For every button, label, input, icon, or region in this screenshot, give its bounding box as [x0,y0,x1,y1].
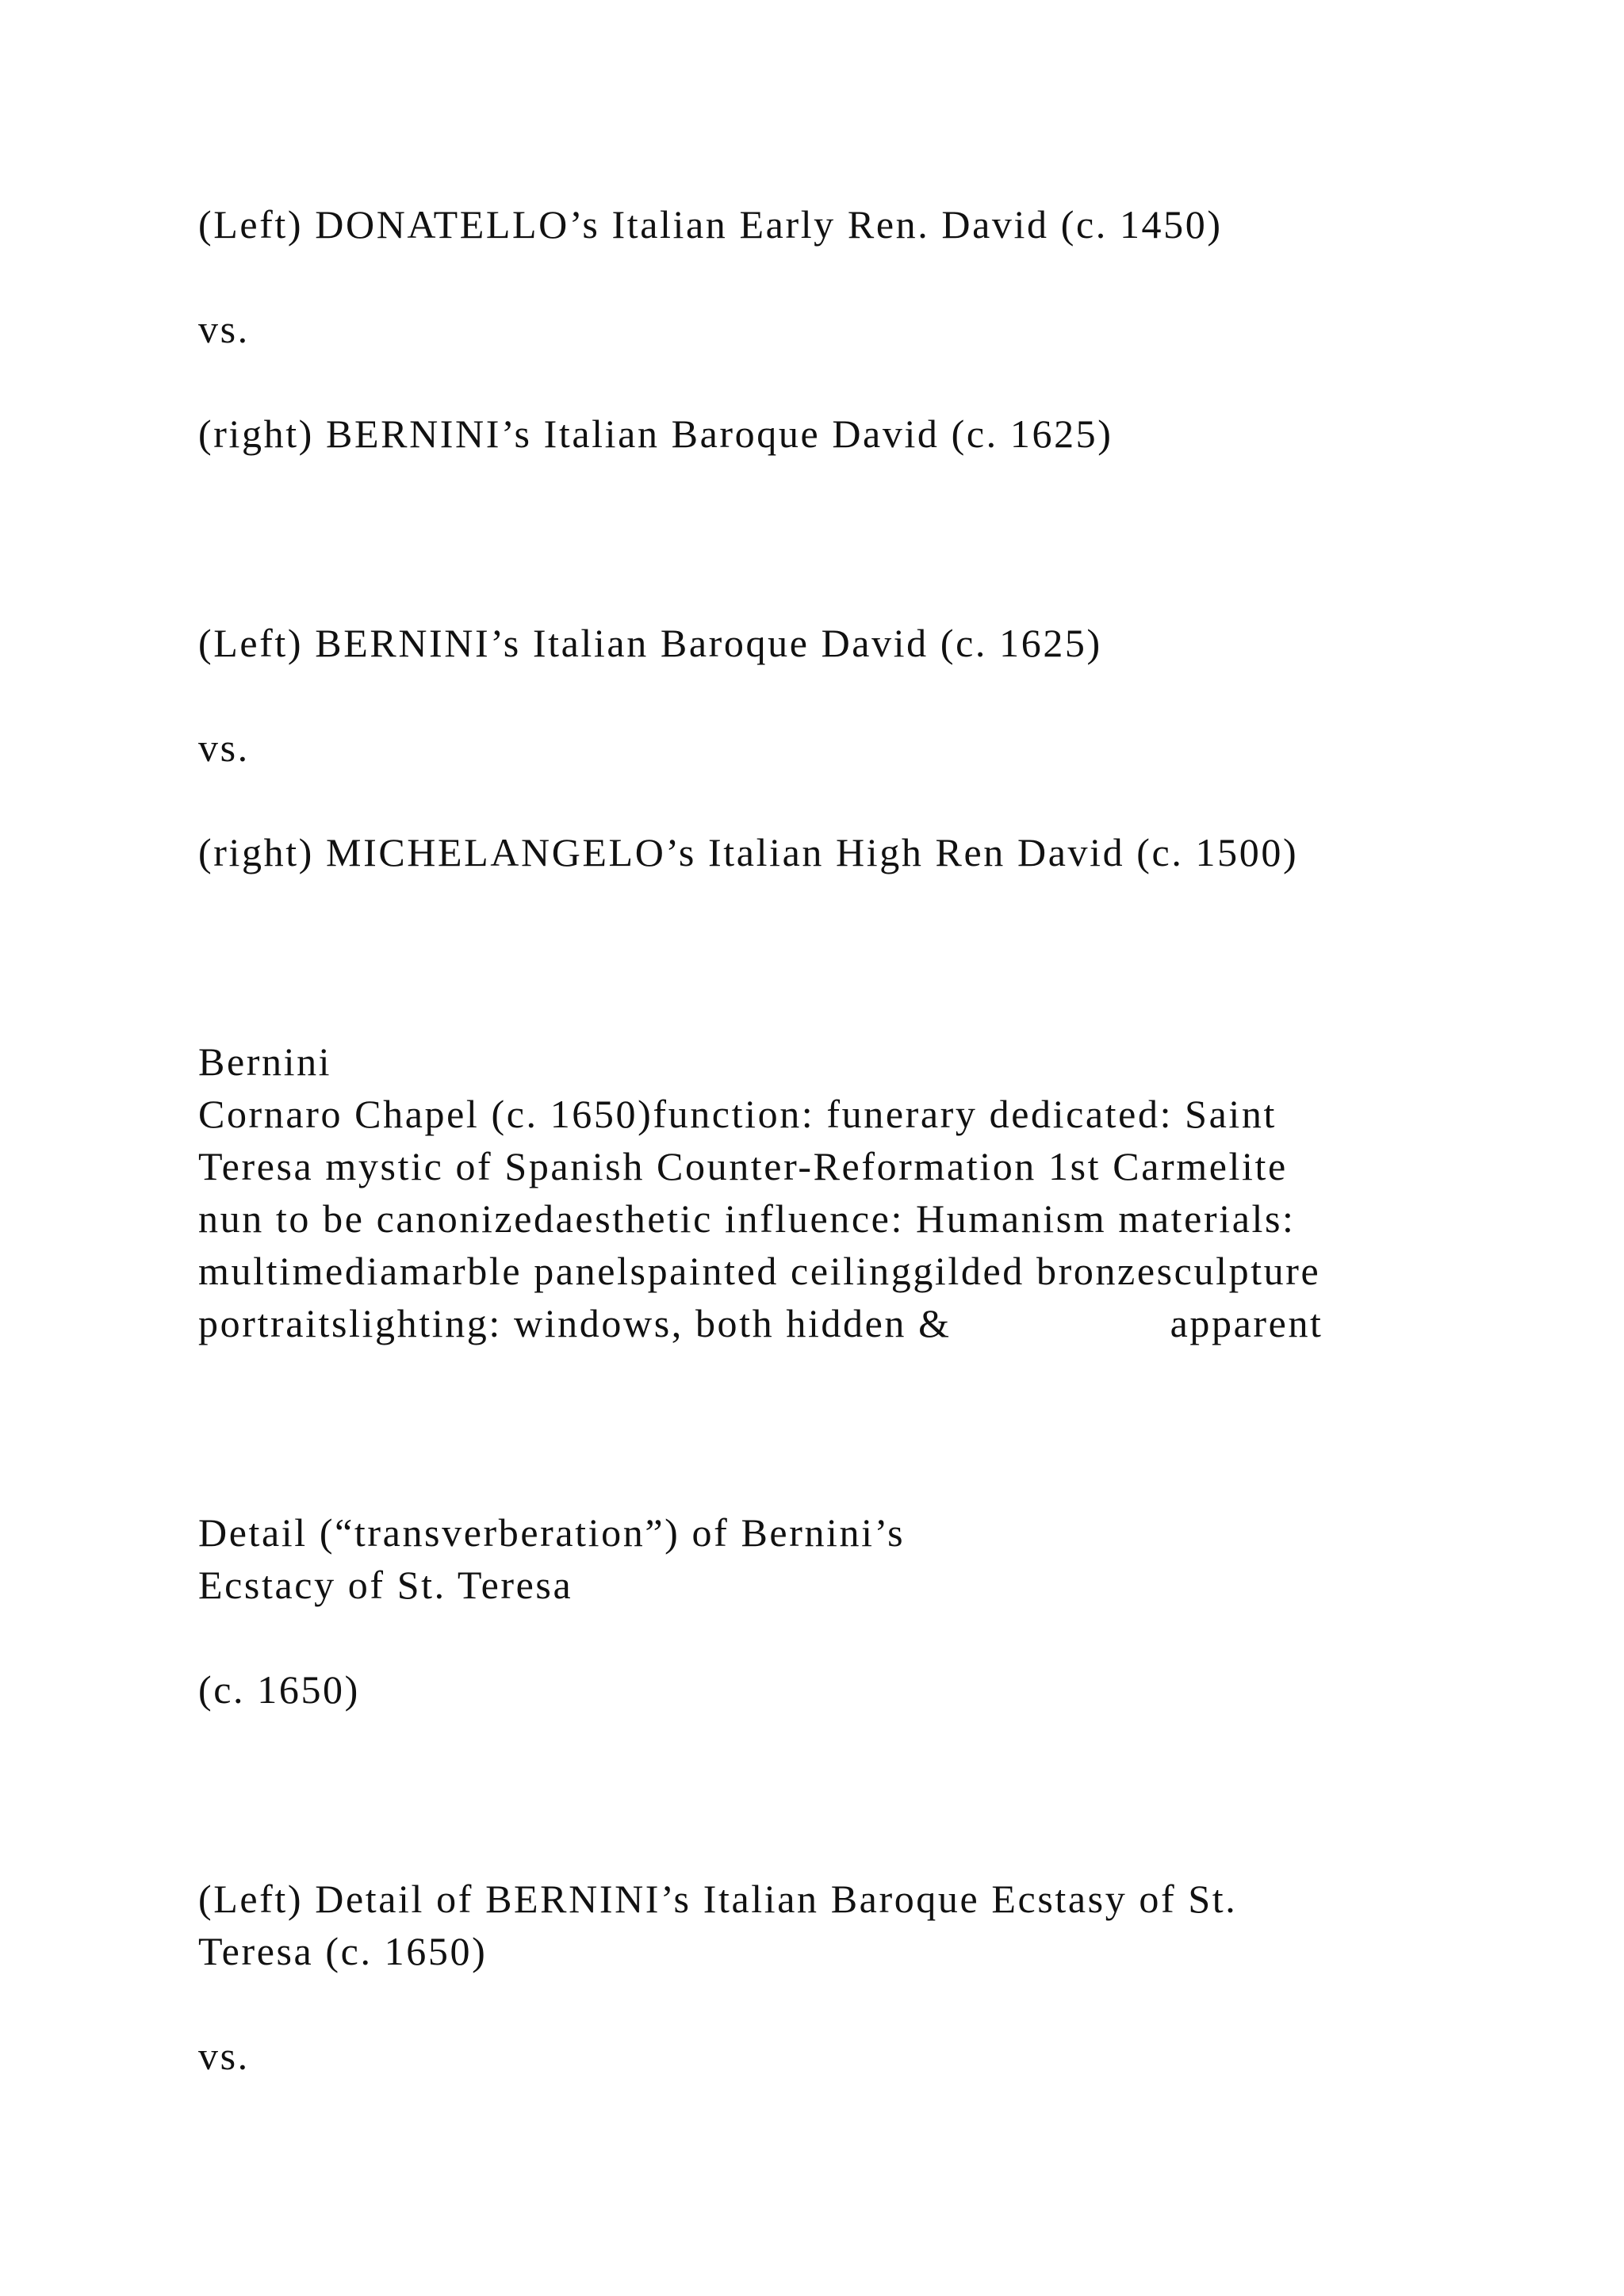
versus-label: vs. [198,725,250,770]
versus-label: vs. [198,307,250,351]
paragraph-line: Cornaro Chapel (c. 1650)function: funerary dedicated: Saint [198,1092,1277,1136]
caption-detail-title: Ecstacy of St. Teresa [198,1563,573,1607]
paragraph-line: multimediamarble panelspainted ceilinggilded bronzesculpture [198,1249,1321,1293]
caption-date: (c. 1650) [198,1667,360,1712]
caption-ecstasy-detail-cont: Teresa (c. 1650) [198,1929,488,1973]
caption-detail-transverberation: Detail (“transverberation”) of Bernini’s [198,1510,906,1555]
versus-label: vs. [198,2034,250,2078]
caption-donatello-david: (Left) DONATELLO’s Italian Early Ren. David (c. 1450) [198,202,1223,247]
paragraph-line-left: portraitslighting: windows, both hidden & [198,1301,952,1345]
caption-bernini-david-left: (Left) BERNINI’s Italian Baroque David (c. 1625) [198,621,1102,665]
paragraph-line-right: apparent [1170,1301,1323,1345]
caption-michelangelo-david: (right) MICHELANGELO’s Italian High Ren David (c. 1500) [198,830,1299,874]
caption-bernini-david: (right) BERNINI’s Italian Baroque David (c. 1625) [198,411,1113,456]
section-title-bernini: Bernini [198,1039,332,1084]
caption-ecstasy-detail: (Left) Detail of BERNINI’s Italian Baroque Ecstasy of St. [198,1877,1238,1921]
paragraph-line: Teresa mystic of Spanish Counter-Reformation 1st Carmelite [198,1144,1288,1188]
paragraph-line-last [198,1297,1323,1349]
paragraph-line: nun to be canonizedaesthetic influence: Humanism materials: [198,1196,1296,1241]
